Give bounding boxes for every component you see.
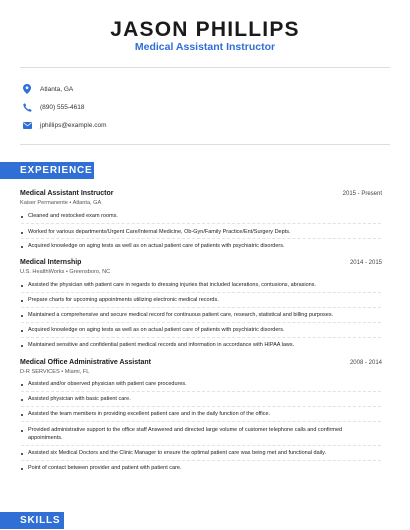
contact-location-text: Atlanta, GA — [40, 85, 74, 93]
bullet-divider — [21, 406, 381, 407]
contact-email-text: jphillips@example.com — [40, 121, 107, 129]
location-pin-icon — [22, 84, 32, 94]
job-entry — [20, 259, 382, 275]
bullet-divider — [21, 391, 381, 392]
skills-section-header: SKILLS — [0, 512, 64, 529]
bullet-item: Maintained a comprehensive and secure medical record for continuous patient care, research, statistical and billing purposes. — [20, 312, 388, 320]
candidate-name: JASON PHILLIPS — [110, 18, 300, 41]
bullet-item: Cleaned and restocked exam rooms. — [20, 213, 388, 221]
job-title: Medical Internship — [20, 259, 82, 266]
bullet-item: Provided administrative support to the office staff Answered and directed large volume of customer telephone calls and confirmed appointments. — [20, 427, 373, 442]
bullet-item: Maintained sensitive and confidential patient medical records and information in accordance with HIPAA laws. — [20, 342, 388, 350]
contact-email — [22, 118, 107, 132]
contact-location — [22, 82, 73, 96]
job-entry — [20, 190, 382, 206]
bullet-item: Assisted and/or observed physician with patient care procedures. — [20, 381, 388, 389]
bullet-divider — [21, 337, 381, 338]
bullet-item: Point of contact between provider and patient with patient care. — [20, 465, 388, 473]
bullet-item: Assisted physician with basic patient care. — [20, 396, 388, 404]
bullet-divider — [21, 322, 381, 323]
bullet-divider — [21, 223, 381, 224]
bullet-item: Assisted the physician with patient care in regards to dressing injuries that included lacerations, contusions, abrasions. — [20, 282, 388, 290]
bullet-item: Acquired knowledge on aging tests as well as on actual patient care of patients with psychiatric disorders. — [20, 327, 388, 335]
job-company: D-R SERVICES • Miami, FL — [20, 369, 90, 375]
job-entry — [20, 359, 382, 375]
bullet-item: Assisted six Medical Doctors and the Clinic Manager to ensure the optimal patient care was being met and functional daily. — [20, 450, 388, 458]
experience-section-header: EXPERIENCE — [0, 162, 94, 179]
bullet-item: Acquired knowledge on aging tests as well as on actual patient care of patients with psychiatric disorders. — [20, 243, 388, 251]
bullet-item: Worked for various departments/Urgent Care/Internal Medicine, Ob-Gyn/Family Practice/Ent/Surgery Depts. — [20, 229, 388, 237]
email-icon — [22, 120, 32, 130]
contact-phone-text: (890) 555-4618 — [40, 103, 85, 111]
job-company: U.S. HealthWorks • Greensboro, NC — [20, 269, 111, 275]
job-company: Kaiser Permanente • Atlanta, GA — [20, 200, 102, 206]
bullet-divider — [21, 292, 381, 293]
bullet-divider — [21, 421, 381, 422]
job-dates: 2015 - Present — [342, 191, 382, 197]
job-dates: 2014 - 2015 — [349, 260, 382, 266]
phone-icon — [22, 102, 32, 112]
bullet-divider — [21, 307, 381, 308]
contact-divider — [20, 144, 390, 145]
bullet-divider — [21, 238, 381, 239]
bullet-divider — [21, 460, 381, 461]
contact-phone — [22, 100, 84, 114]
job-title: Medical Assistant Instructor — [20, 190, 114, 197]
candidate-title: Medical Assistant Instructor — [134, 41, 276, 53]
bullet-item: Prepare charts for upcoming appointments utilizing electronic medical records. — [20, 297, 388, 305]
job-dates: 2008 - 2014 — [349, 360, 382, 366]
header-divider — [20, 67, 390, 68]
bullet-item: Assisted the team members in providing excellent patient care and in the daily function of the office. — [20, 411, 388, 419]
bullet-divider — [21, 445, 381, 446]
job-title: Medical Office Administrative Assistant — [20, 359, 151, 366]
